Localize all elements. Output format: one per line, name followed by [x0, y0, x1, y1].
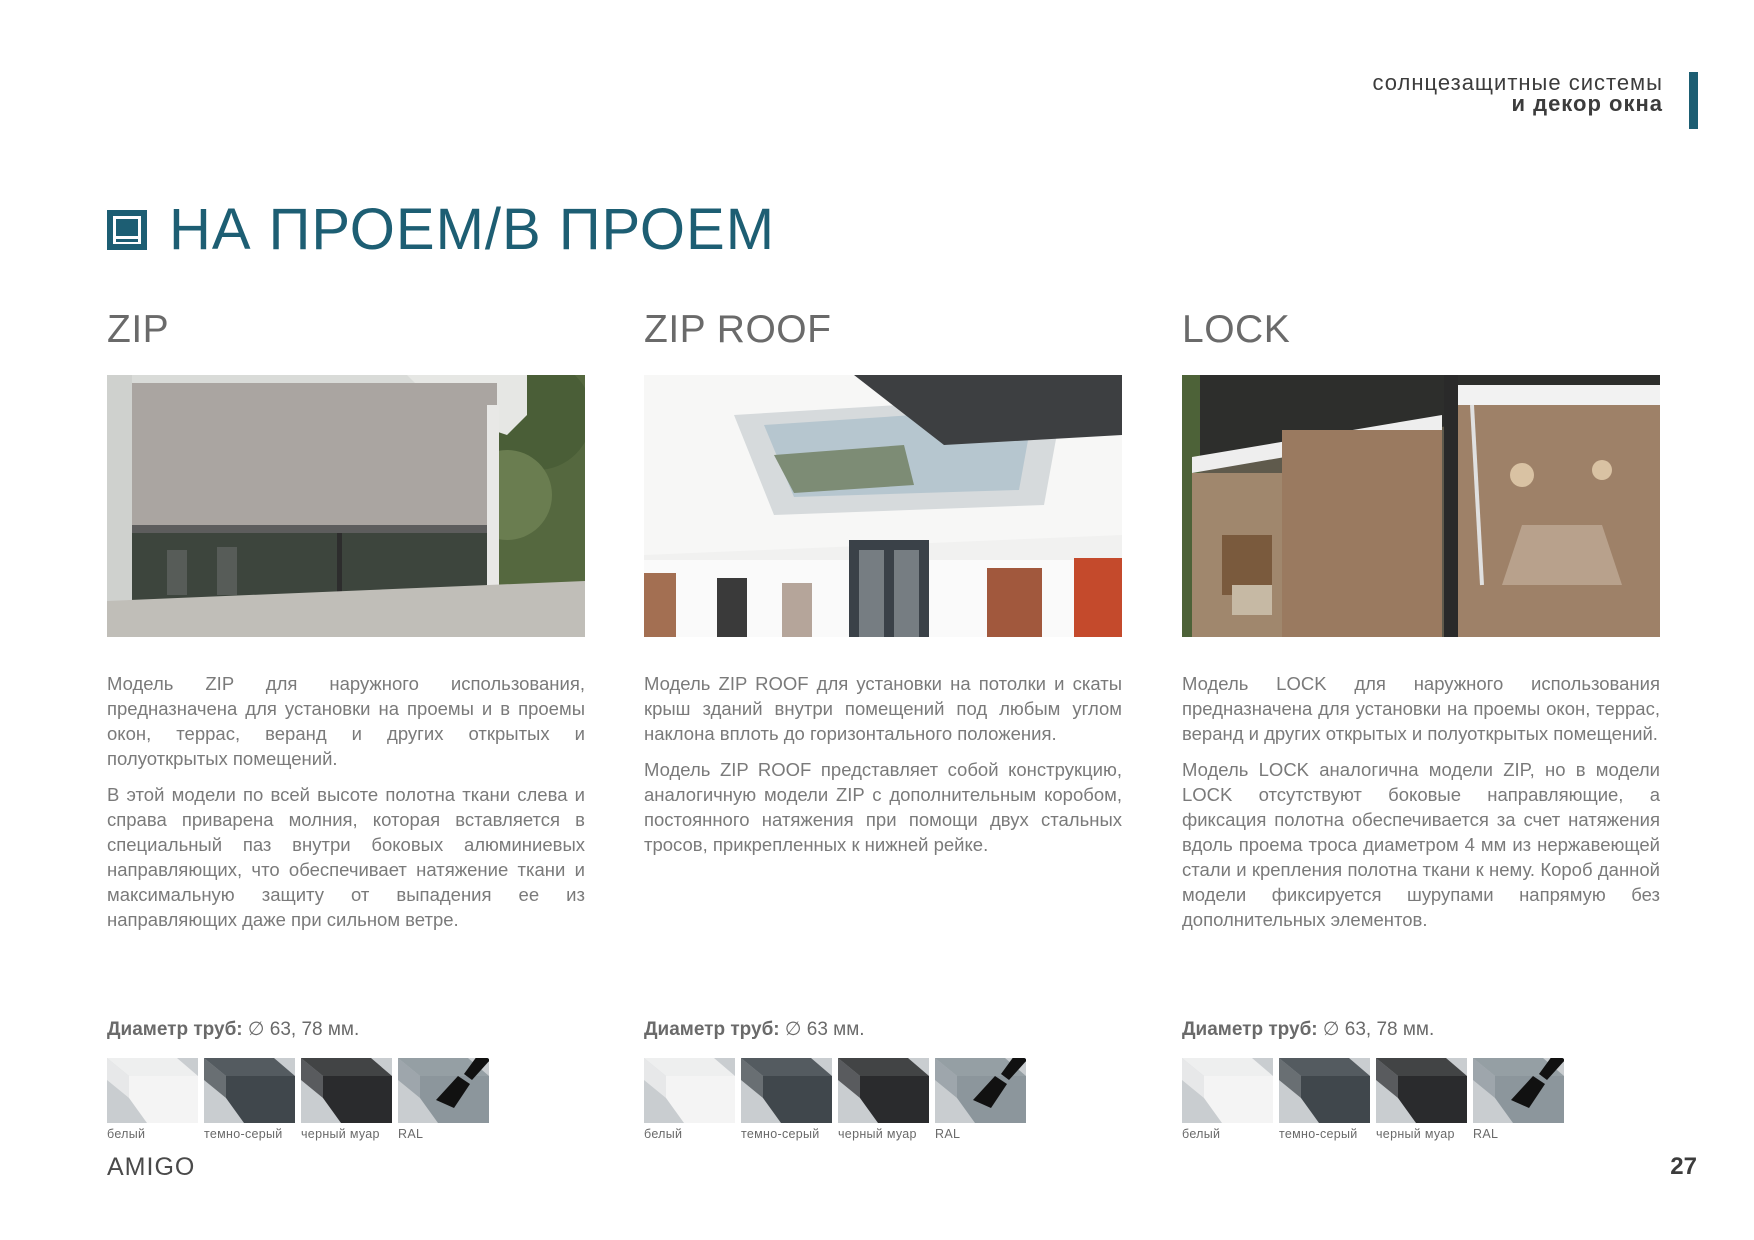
product-photo	[107, 375, 585, 637]
color-swatch	[644, 1058, 735, 1141]
color-swatch-sample	[644, 1058, 735, 1123]
color-swatch-label: RAL	[935, 1127, 961, 1141]
product-title: ZIP	[107, 308, 170, 351]
diameter-label: Диаметр труб:	[107, 1019, 243, 1040]
color-swatch	[398, 1058, 489, 1141]
product-photo	[1182, 375, 1660, 637]
color-swatch-sample	[1473, 1058, 1564, 1123]
product-description	[644, 671, 1122, 1011]
color-swatch-label: белый	[644, 1127, 683, 1141]
color-swatch	[935, 1058, 1026, 1141]
tube-diameter	[107, 1018, 359, 1041]
product-description	[1182, 671, 1660, 1011]
page-heading: НА ПРОЕМ/В ПРОЕМ	[169, 197, 776, 262]
diameter-value: ∅ 63, 78 мм.	[247, 1019, 360, 1040]
color-swatch-label: RAL	[398, 1127, 424, 1141]
color-swatch-sample	[935, 1058, 1026, 1123]
description-paragraph: В этой модели по всей высоте полотна ткани слева и справа приварена молния, которая вставляется в специальный паз внутри боковых алюминиевых направляющих, что обеспечивает натяжение ткани и максимальную защиту от выпадения ее из направляющих даже при сильном ветре.	[107, 784, 585, 930]
color-swatch	[1473, 1058, 1564, 1141]
diameter-label: Диаметр труб:	[644, 1019, 780, 1040]
color-swatch	[204, 1058, 295, 1141]
diameter-value: ∅ 63 мм.	[784, 1019, 865, 1040]
paintbrush-icon	[965, 1058, 1026, 1116]
description-paragraph: Модель ZIP ROOF представляет собой конструкцию, аналогичную модели ZIP с дополнительным коробом, постоянного натяжения при помощи двух стальных тросов, прикрепленных к нижней рейке.	[644, 759, 1122, 855]
color-swatch-sample	[107, 1058, 198, 1123]
tagline-line1: солнцезащитные системы	[1372, 70, 1663, 95]
color-swatch-label: RAL	[1473, 1127, 1499, 1141]
brand-accent-bar	[1689, 72, 1698, 129]
color-swatches	[107, 1058, 495, 1141]
diameter-value: ∅ 63, 78 мм.	[1322, 1019, 1435, 1040]
product-title: LOCK	[1182, 308, 1291, 351]
product-card-lock	[1182, 305, 1660, 1141]
color-swatch-label: темно-серый	[741, 1127, 820, 1141]
color-swatch-label: темно-серый	[204, 1127, 283, 1141]
description-paragraph: Модель ZIP для наружного использования, предназначена для установки на проемы и в проемы окон, террас, веранд и других открытых и полуоткрытых помещений.	[107, 673, 585, 769]
color-swatch-label: белый	[107, 1127, 146, 1141]
color-swatch	[838, 1058, 929, 1141]
color-swatch-label: черный муар	[838, 1127, 917, 1141]
color-swatches	[1182, 1058, 1570, 1141]
color-swatch	[741, 1058, 832, 1141]
description-paragraph: Модель LOCK аналогична модели ZIP, но в модели LOCK отсутствуют боковые направляющие, а фиксация полотна обеспечивается за счет натяжения вдоль проема троса диаметром 4 мм из нержавеющей стали и крепления полотна ткани к нему. Короб данной модели фиксируется шурупами напрямую без дополнительных элементов.	[1182, 759, 1660, 930]
page-number: 27	[1670, 1153, 1697, 1180]
paintbrush-icon	[428, 1058, 489, 1116]
color-swatch	[1182, 1058, 1273, 1141]
color-swatch	[107, 1058, 198, 1141]
tube-diameter	[644, 1018, 865, 1041]
color-swatch-sample	[838, 1058, 929, 1123]
color-swatch-sample	[301, 1058, 392, 1123]
color-swatch-sample	[204, 1058, 295, 1123]
product-photo	[644, 375, 1122, 637]
page-title	[107, 198, 775, 262]
color-swatch-sample	[741, 1058, 832, 1123]
color-swatch-label: черный муар	[1376, 1127, 1455, 1141]
color-swatch	[1376, 1058, 1467, 1141]
tagline-line2: и декор окна	[1511, 91, 1663, 116]
color-swatch-sample	[1279, 1058, 1370, 1123]
color-swatch-sample	[398, 1058, 489, 1123]
product-title: ZIP ROOF	[644, 308, 832, 351]
product-description	[107, 671, 585, 1011]
description-paragraph: Модель ZIP ROOF для установки на потолки и скаты крыш зданий внутри помещений под любым углом наклона вплоть до горизонтального положения.	[644, 673, 1122, 744]
color-swatch-label: белый	[1182, 1127, 1221, 1141]
color-swatch-sample	[1182, 1058, 1273, 1123]
brand-tagline	[1373, 72, 1663, 115]
color-swatch-label: темно-серый	[1279, 1127, 1358, 1141]
product-card-zip-roof	[644, 305, 1122, 1141]
color-swatch-sample	[1376, 1058, 1467, 1123]
color-swatch	[301, 1058, 392, 1141]
footer-brand: AMIGO	[107, 1153, 196, 1181]
tube-diameter	[1182, 1018, 1434, 1041]
description-paragraph: Модель LOCK для наружного использования предназначена для установки на проемы окон, террас, веранд и других открытых и полуоткрытых помещений.	[1182, 673, 1660, 744]
color-swatches	[644, 1058, 1032, 1141]
color-swatch-label: черный муар	[301, 1127, 380, 1141]
diameter-label: Диаметр труб:	[1182, 1019, 1318, 1040]
color-swatch	[1279, 1058, 1370, 1141]
paintbrush-icon	[1503, 1058, 1564, 1116]
window-blind-icon	[107, 210, 147, 250]
product-card-zip	[107, 305, 585, 1141]
